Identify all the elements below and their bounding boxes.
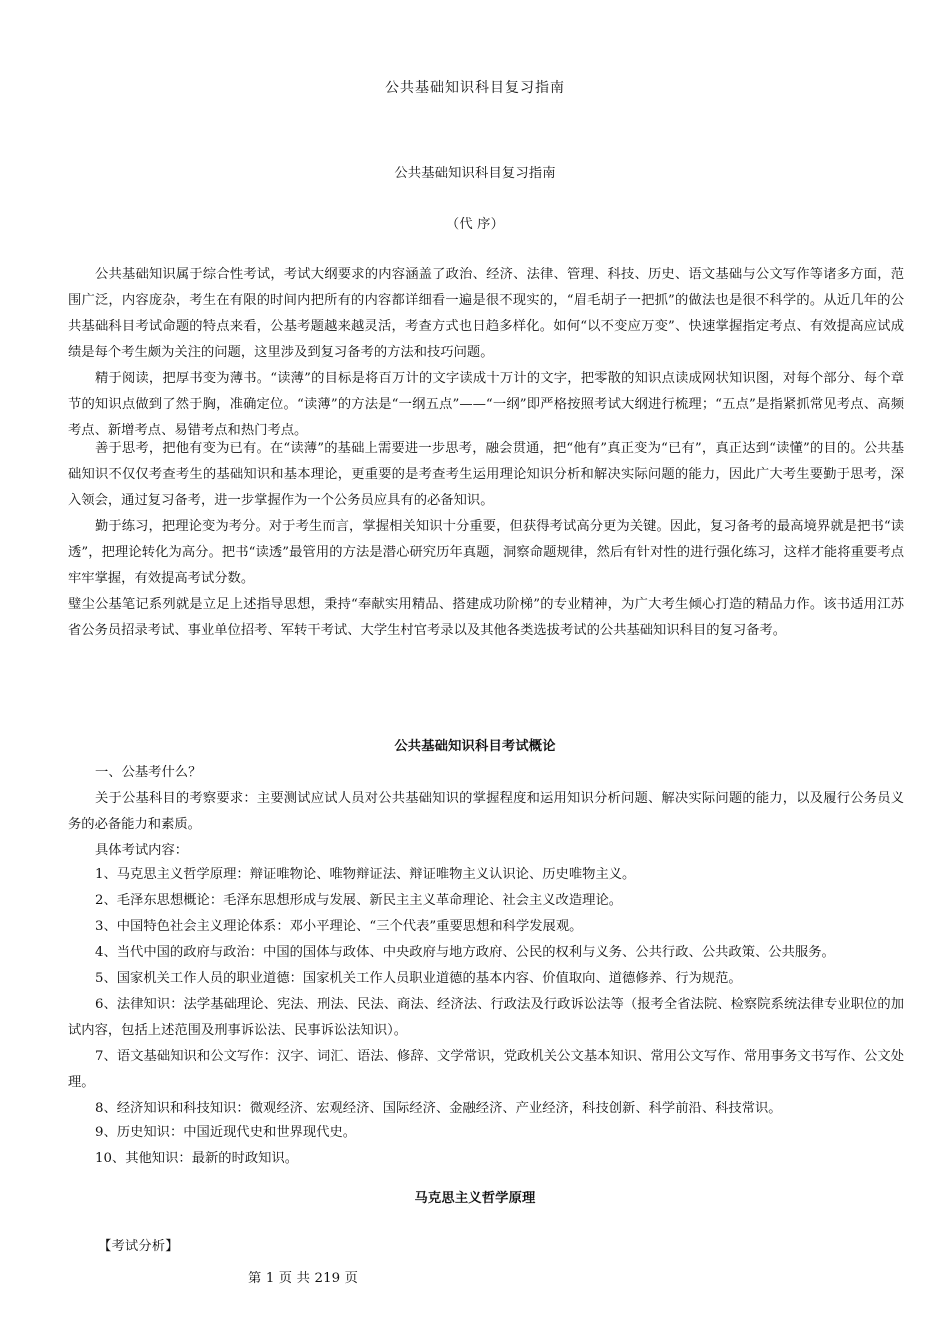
list-item: 1、马克思主义哲学原理：辩证唯物论、唯物辩证法、辩证唯物主义认识论、历史唯物主义。 bbox=[95, 867, 636, 882]
preface-paragraph-2: 精于阅读，把厚书变为薄书。“读薄”的目标是将百万计的文字读成十万计的文字，把零散的知识点读成网状知识图，对每个部分、每个章节的知识点做到了然于胸，准确定位。“读薄”的方法是“一纲五点”——“一纲”即严格按照考试大纲进行梳理；“五点”是指紧抓常见考点、高频考点、新增考点、易错考点和热门考点。 bbox=[68, 371, 904, 438]
list-item: 10、其他知识：最新的时政知识。 bbox=[95, 1151, 299, 1166]
preface-title: 公共基础知识科目复习指南 bbox=[394, 166, 556, 181]
overview-question: 一、公基考什么？ bbox=[95, 765, 202, 780]
preface-subtitle: （代 序） bbox=[445, 217, 505, 232]
list-item: 6、法律知识：法学基础理论、宪法、刑法、民法、商法、经济法、行政法及行政诉讼法等（报考全省法院、检察院系统法律专业职位的加试内容，包括上述范围及刑事诉讼法、民事诉讼法知识）。 bbox=[68, 997, 904, 1038]
exam-analysis-label: 【考试分析】 bbox=[98, 1239, 179, 1254]
list-item: 2、毛泽东思想概论：毛泽东思想形成与发展、新民主主义革命理论、社会主义改造理论。 bbox=[95, 893, 623, 908]
list-item: 4、当代中国的政府与政治：中国的国体与政体、中央政府与地方政府、公民的权利与义务、公共行政、公共政策、公共服务。 bbox=[95, 945, 835, 960]
preface-paragraph-1: 公共基础知识属于综合性考试，考试大纲要求的内容涵盖了政治、经济、法律、管理、科技、历史、语文基础与公文写作等诸多方面，范围广泛，内容庞杂，考生在有限的时间内把所有的内容都详细看一遍是很不现实的，“眉毛胡子一把抓”的做法也是很不科学的。从近几年的公共基础科目考试命题的特点来看，公基考题越来越灵活，考查方式也日趋多样化。如何“以不变应万变”、快速掌握指定考点、有效提高应试成绩是每个考生颇为关注的问题，这里涉及到复习备考的方法和技巧问题。 bbox=[68, 267, 904, 360]
list-item: 3、中国特色社会主义理论体系：邓小平理论、“三个代表”重要思想和科学发展观。 bbox=[95, 919, 583, 934]
document-title: 公共基础知识科目复习指南 bbox=[385, 80, 565, 96]
list-item: 7、语文基础知识和公文写作：汉字、词汇、语法、修辞、文学常识，党政机关公文基本知识、常用公文写作、常用事务文书写作、公文处理。 bbox=[68, 1049, 904, 1090]
list-item: 9、历史知识：中国近现代史和世界现代史。 bbox=[95, 1125, 357, 1140]
overview-requirement: 关于公基科目的考察要求：主要测试应试人员对公共基础知识的掌握程度和运用知识分析问题、解决实际问题的能力，以及履行公务员义务的必备能力和素质。 bbox=[68, 791, 904, 832]
preface-paragraph-5: 璧尘公基笔记系列就是立足上述指导思想，秉持“奉献实用精品、搭建成功阶梯”的专业精神，为广大考生倾心打造的精品力作。该书适用江苏省公务员招录考试、事业单位招考、军转干考试、大学生村官考录以及其他各类选拔考试的公共基础知识科目的复习备考。 bbox=[68, 597, 904, 638]
section-heading: 马克思主义哲学原理 bbox=[414, 1191, 536, 1206]
page-footer: 第 1 页 共 219 页 bbox=[248, 1271, 359, 1286]
preface-paragraph-3: 善于思考，把他有变为已有。在“读薄”的基础上需要进一步思考，融会贯通，把“他有”真正变为“已有”，真正达到“读懂”的目的。公共基础知识不仅仅考查考生的基础知识和基本理论，更重要的是考查考生运用理论知识分析和解决实际问题的能力，因此广大考生要勤于思考，深入领会，通过复习备考，进一步掌握作为一个公务员应具有的必备知识。 bbox=[68, 441, 904, 508]
preface-paragraph-4: 勤于练习，把理论变为考分。对于考生而言，掌握相关知识十分重要，但获得考试高分更为关键。因此，复习备考的最高境界就是把书“读透”，把理论转化为高分。把书“读透”最管用的方法是潜心研究历年真题，洞察命题规律，然后有针对性的进行强化练习，这样才能将重要考点牢牢掌握，有效提高考试分数。 bbox=[68, 519, 904, 586]
list-item: 5、国家机关工作人员的职业道德：国家机关工作人员职业道德的基本内容、价值取向、道德修养、行为规范。 bbox=[95, 971, 742, 986]
list-item: 8、经济知识和科技知识：微观经济、宏观经济、国际经济、金融经济、产业经济，科技创新、科学前沿、科技常识。 bbox=[95, 1101, 782, 1116]
overview-heading: 公共基础知识科目考试概论 bbox=[394, 739, 556, 754]
overview-content-label: 具体考试内容： bbox=[95, 843, 189, 858]
